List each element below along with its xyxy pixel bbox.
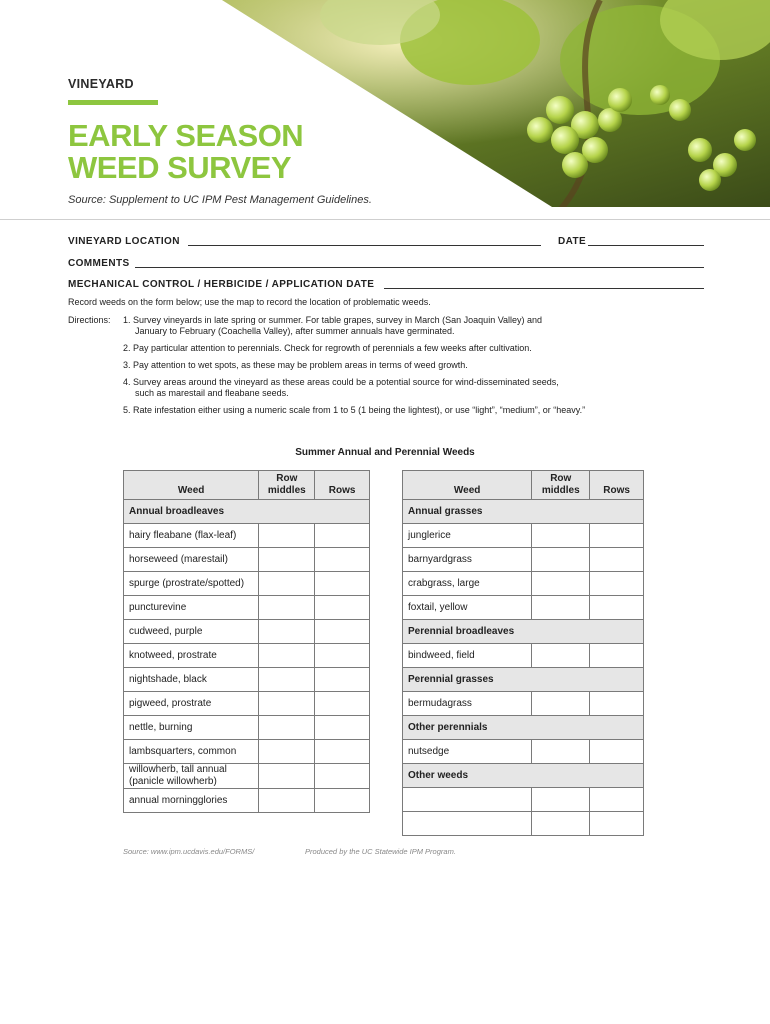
weed-name: puncturevine bbox=[124, 596, 259, 620]
direction-number: 5. bbox=[123, 405, 131, 415]
footer-produced-by: Produced by the UC Statewide IPM Program. bbox=[305, 847, 456, 856]
weed-name: crabgrass, large bbox=[403, 572, 532, 596]
table-row bbox=[124, 789, 370, 813]
col-rows-header: Rows bbox=[590, 471, 644, 500]
direction-continuation: January to February (Coachella Valley), after summer annuals have germinated. bbox=[135, 326, 455, 336]
direction-text: Survey vineyards in late spring or summer. For table grapes, survey in March (San Joaquin Valley) and bbox=[133, 315, 543, 325]
row-middles-cell[interactable] bbox=[532, 740, 590, 764]
row-middles-cell[interactable] bbox=[259, 572, 315, 596]
title-line-2: WEED SURVEY bbox=[68, 150, 292, 185]
weed-name: nettle, burning bbox=[124, 716, 259, 740]
row-middles-cell[interactable] bbox=[532, 596, 590, 620]
mechanical-control-label: MECHANICAL CONTROL / HERBICIDE / APPLICATION DATE bbox=[68, 279, 375, 290]
weed-name: nutsedge bbox=[403, 740, 532, 764]
col-row-middles-header: Row middles bbox=[259, 471, 315, 500]
row-middles-cell[interactable] bbox=[259, 716, 315, 740]
rows-cell[interactable] bbox=[590, 740, 644, 764]
table-row bbox=[124, 644, 370, 668]
rows-cell[interactable] bbox=[315, 644, 370, 668]
rows-cell[interactable] bbox=[315, 524, 370, 548]
table-row bbox=[124, 668, 370, 692]
row-middles-cell[interactable] bbox=[532, 524, 590, 548]
table-row bbox=[403, 812, 644, 836]
row-middles-cell[interactable] bbox=[259, 789, 315, 813]
date-field[interactable] bbox=[588, 245, 704, 246]
weed-name: knotweed, prostrate bbox=[124, 644, 259, 668]
section-header: Other weeds bbox=[403, 764, 644, 788]
comments-label: COMMENTS bbox=[68, 258, 130, 269]
weed-name bbox=[403, 788, 532, 812]
rows-cell[interactable] bbox=[315, 692, 370, 716]
direction-item bbox=[123, 315, 723, 337]
direction-number: 1. bbox=[123, 315, 131, 325]
table-row bbox=[124, 620, 370, 644]
vineyard-location-field[interactable] bbox=[188, 245, 541, 246]
rows-cell[interactable] bbox=[590, 524, 644, 548]
row-middles-cell[interactable] bbox=[259, 764, 315, 789]
row-middles-cell[interactable] bbox=[259, 644, 315, 668]
rows-cell[interactable] bbox=[590, 572, 644, 596]
table-row bbox=[124, 548, 370, 572]
table-row bbox=[403, 692, 644, 716]
table-row bbox=[124, 596, 370, 620]
direction-text: Pay attention to wet spots, as these may be problem areas in terms of weed growth. bbox=[133, 360, 468, 370]
weed-name: bermudagrass bbox=[403, 692, 532, 716]
row-middles-cell[interactable] bbox=[259, 596, 315, 620]
direction-text: Rate infestation either using a numeric scale from 1 to 5 (1 being the lightest), or use “light”, “medium”, or “heavy.” bbox=[133, 405, 586, 415]
table-row bbox=[124, 524, 370, 548]
table-row bbox=[403, 644, 644, 668]
section-header: Other perennials bbox=[403, 716, 644, 740]
direction-item bbox=[123, 360, 723, 371]
weed-name: lambsquarters, common bbox=[124, 740, 259, 764]
weed-name: barnyardgrass bbox=[403, 548, 532, 572]
rows-cell[interactable] bbox=[315, 668, 370, 692]
mechanical-control-field[interactable] bbox=[384, 288, 704, 289]
rows-cell[interactable] bbox=[590, 812, 644, 836]
comments-field[interactable] bbox=[135, 267, 704, 268]
source-note: Source: Supplement to UC IPM Pest Management Guidelines. bbox=[68, 194, 372, 206]
section-header: Perennial broadleaves bbox=[403, 620, 644, 644]
rows-cell[interactable] bbox=[590, 548, 644, 572]
footer-source: Source: www.ipm.ucdavis.edu/FORMS/ bbox=[123, 847, 255, 856]
row-middles-cell[interactable] bbox=[259, 668, 315, 692]
section-row bbox=[124, 500, 370, 524]
table-title: Summer Annual and Perennial Weeds bbox=[295, 447, 475, 458]
direction-text: Survey areas around the vineyard as these areas could be a potential source for wind-disseminated seeds, bbox=[133, 377, 559, 387]
section-row bbox=[403, 668, 644, 692]
title-line-1: EARLY SEASON bbox=[68, 118, 304, 153]
rows-cell[interactable] bbox=[315, 572, 370, 596]
table-row bbox=[124, 692, 370, 716]
weed-name: spurge (prostrate/spotted) bbox=[124, 572, 259, 596]
row-middles-cell[interactable] bbox=[532, 548, 590, 572]
row-middles-cell[interactable] bbox=[532, 644, 590, 668]
section-header: Annual broadleaves bbox=[124, 500, 370, 524]
col-weed-header: Weed bbox=[403, 471, 532, 500]
section-row bbox=[403, 620, 644, 644]
direction-number: 4. bbox=[123, 377, 131, 387]
rows-cell[interactable] bbox=[590, 644, 644, 668]
rows-cell[interactable] bbox=[315, 596, 370, 620]
weed-name bbox=[403, 812, 532, 836]
table-row bbox=[403, 788, 644, 812]
row-middles-cell[interactable] bbox=[259, 620, 315, 644]
direction-item bbox=[123, 343, 723, 354]
rows-cell[interactable] bbox=[315, 548, 370, 572]
row-middles-cell[interactable] bbox=[259, 740, 315, 764]
direction-number: 3. bbox=[123, 360, 131, 370]
weed-name: pigweed, prostrate bbox=[124, 692, 259, 716]
rows-cell[interactable] bbox=[590, 692, 644, 716]
section-row bbox=[403, 764, 644, 788]
table-row bbox=[124, 740, 370, 764]
directions-list bbox=[123, 315, 723, 422]
row-middles-cell[interactable] bbox=[259, 524, 315, 548]
table-row bbox=[124, 716, 370, 740]
section-row bbox=[403, 716, 644, 740]
rows-cell[interactable] bbox=[590, 596, 644, 620]
col-rows-header: Rows bbox=[315, 471, 370, 500]
left-weed-table bbox=[123, 470, 370, 813]
table-row bbox=[403, 572, 644, 596]
col-weed-header: Weed bbox=[124, 471, 259, 500]
weed-name: willowherb, tall annual (panicle willowherb) bbox=[124, 764, 259, 789]
direction-item bbox=[123, 405, 723, 416]
rows-cell[interactable] bbox=[315, 620, 370, 644]
table-row bbox=[124, 764, 370, 789]
weed-name: bindweed, field bbox=[403, 644, 532, 668]
rows-cell[interactable] bbox=[315, 789, 370, 813]
row-middles-cell[interactable] bbox=[532, 788, 590, 812]
section-header: Perennial grasses bbox=[403, 668, 644, 692]
row-middles-cell[interactable] bbox=[532, 572, 590, 596]
weed-name: nightshade, black bbox=[124, 668, 259, 692]
row-middles-cell[interactable] bbox=[532, 812, 590, 836]
weed-name: junglerice bbox=[403, 524, 532, 548]
weed-name: annual morningglories bbox=[124, 789, 259, 813]
direction-number: 2. bbox=[123, 343, 131, 353]
row-middles-cell[interactable] bbox=[259, 548, 315, 572]
page-title bbox=[68, 120, 368, 184]
direction-continuation: such as marestail and fleabane seeds. bbox=[135, 388, 289, 398]
header-divider bbox=[0, 219, 770, 220]
table-row bbox=[403, 524, 644, 548]
table-row bbox=[403, 740, 644, 764]
section-header: Annual grasses bbox=[403, 500, 644, 524]
weed-name: horseweed (marestail) bbox=[124, 548, 259, 572]
weed-name: cudweed, purple bbox=[124, 620, 259, 644]
weed-name: hairy fleabane (flax-leaf) bbox=[124, 524, 259, 548]
direction-text: Pay particular attention to perennials. Check for regrowth of perennials a few weeks after cultivation. bbox=[133, 343, 532, 353]
table-row bbox=[124, 572, 370, 596]
row-middles-cell[interactable] bbox=[532, 692, 590, 716]
directions-label: Directions: bbox=[68, 315, 111, 325]
rows-cell[interactable] bbox=[315, 764, 370, 789]
direction-item bbox=[123, 377, 723, 399]
date-label: DATE bbox=[558, 236, 587, 247]
weed-name: foxtail, yellow bbox=[403, 596, 532, 620]
rows-cell[interactable] bbox=[315, 740, 370, 764]
col-row-middles-header: Row middles bbox=[532, 471, 590, 500]
section-row bbox=[403, 500, 644, 524]
table-row bbox=[403, 548, 644, 572]
row-middles-cell[interactable] bbox=[259, 692, 315, 716]
table-row bbox=[403, 596, 644, 620]
rows-cell[interactable] bbox=[590, 788, 644, 812]
right-weed-table bbox=[402, 470, 644, 836]
rows-cell[interactable] bbox=[315, 716, 370, 740]
vineyard-location-label: VINEYARD LOCATION bbox=[68, 236, 180, 247]
accent-rule bbox=[68, 100, 158, 105]
intro-text: Record weeds on the form below; use the map to record the location of problematic weeds. bbox=[68, 297, 431, 307]
category-label: VINEYARD bbox=[68, 77, 134, 91]
